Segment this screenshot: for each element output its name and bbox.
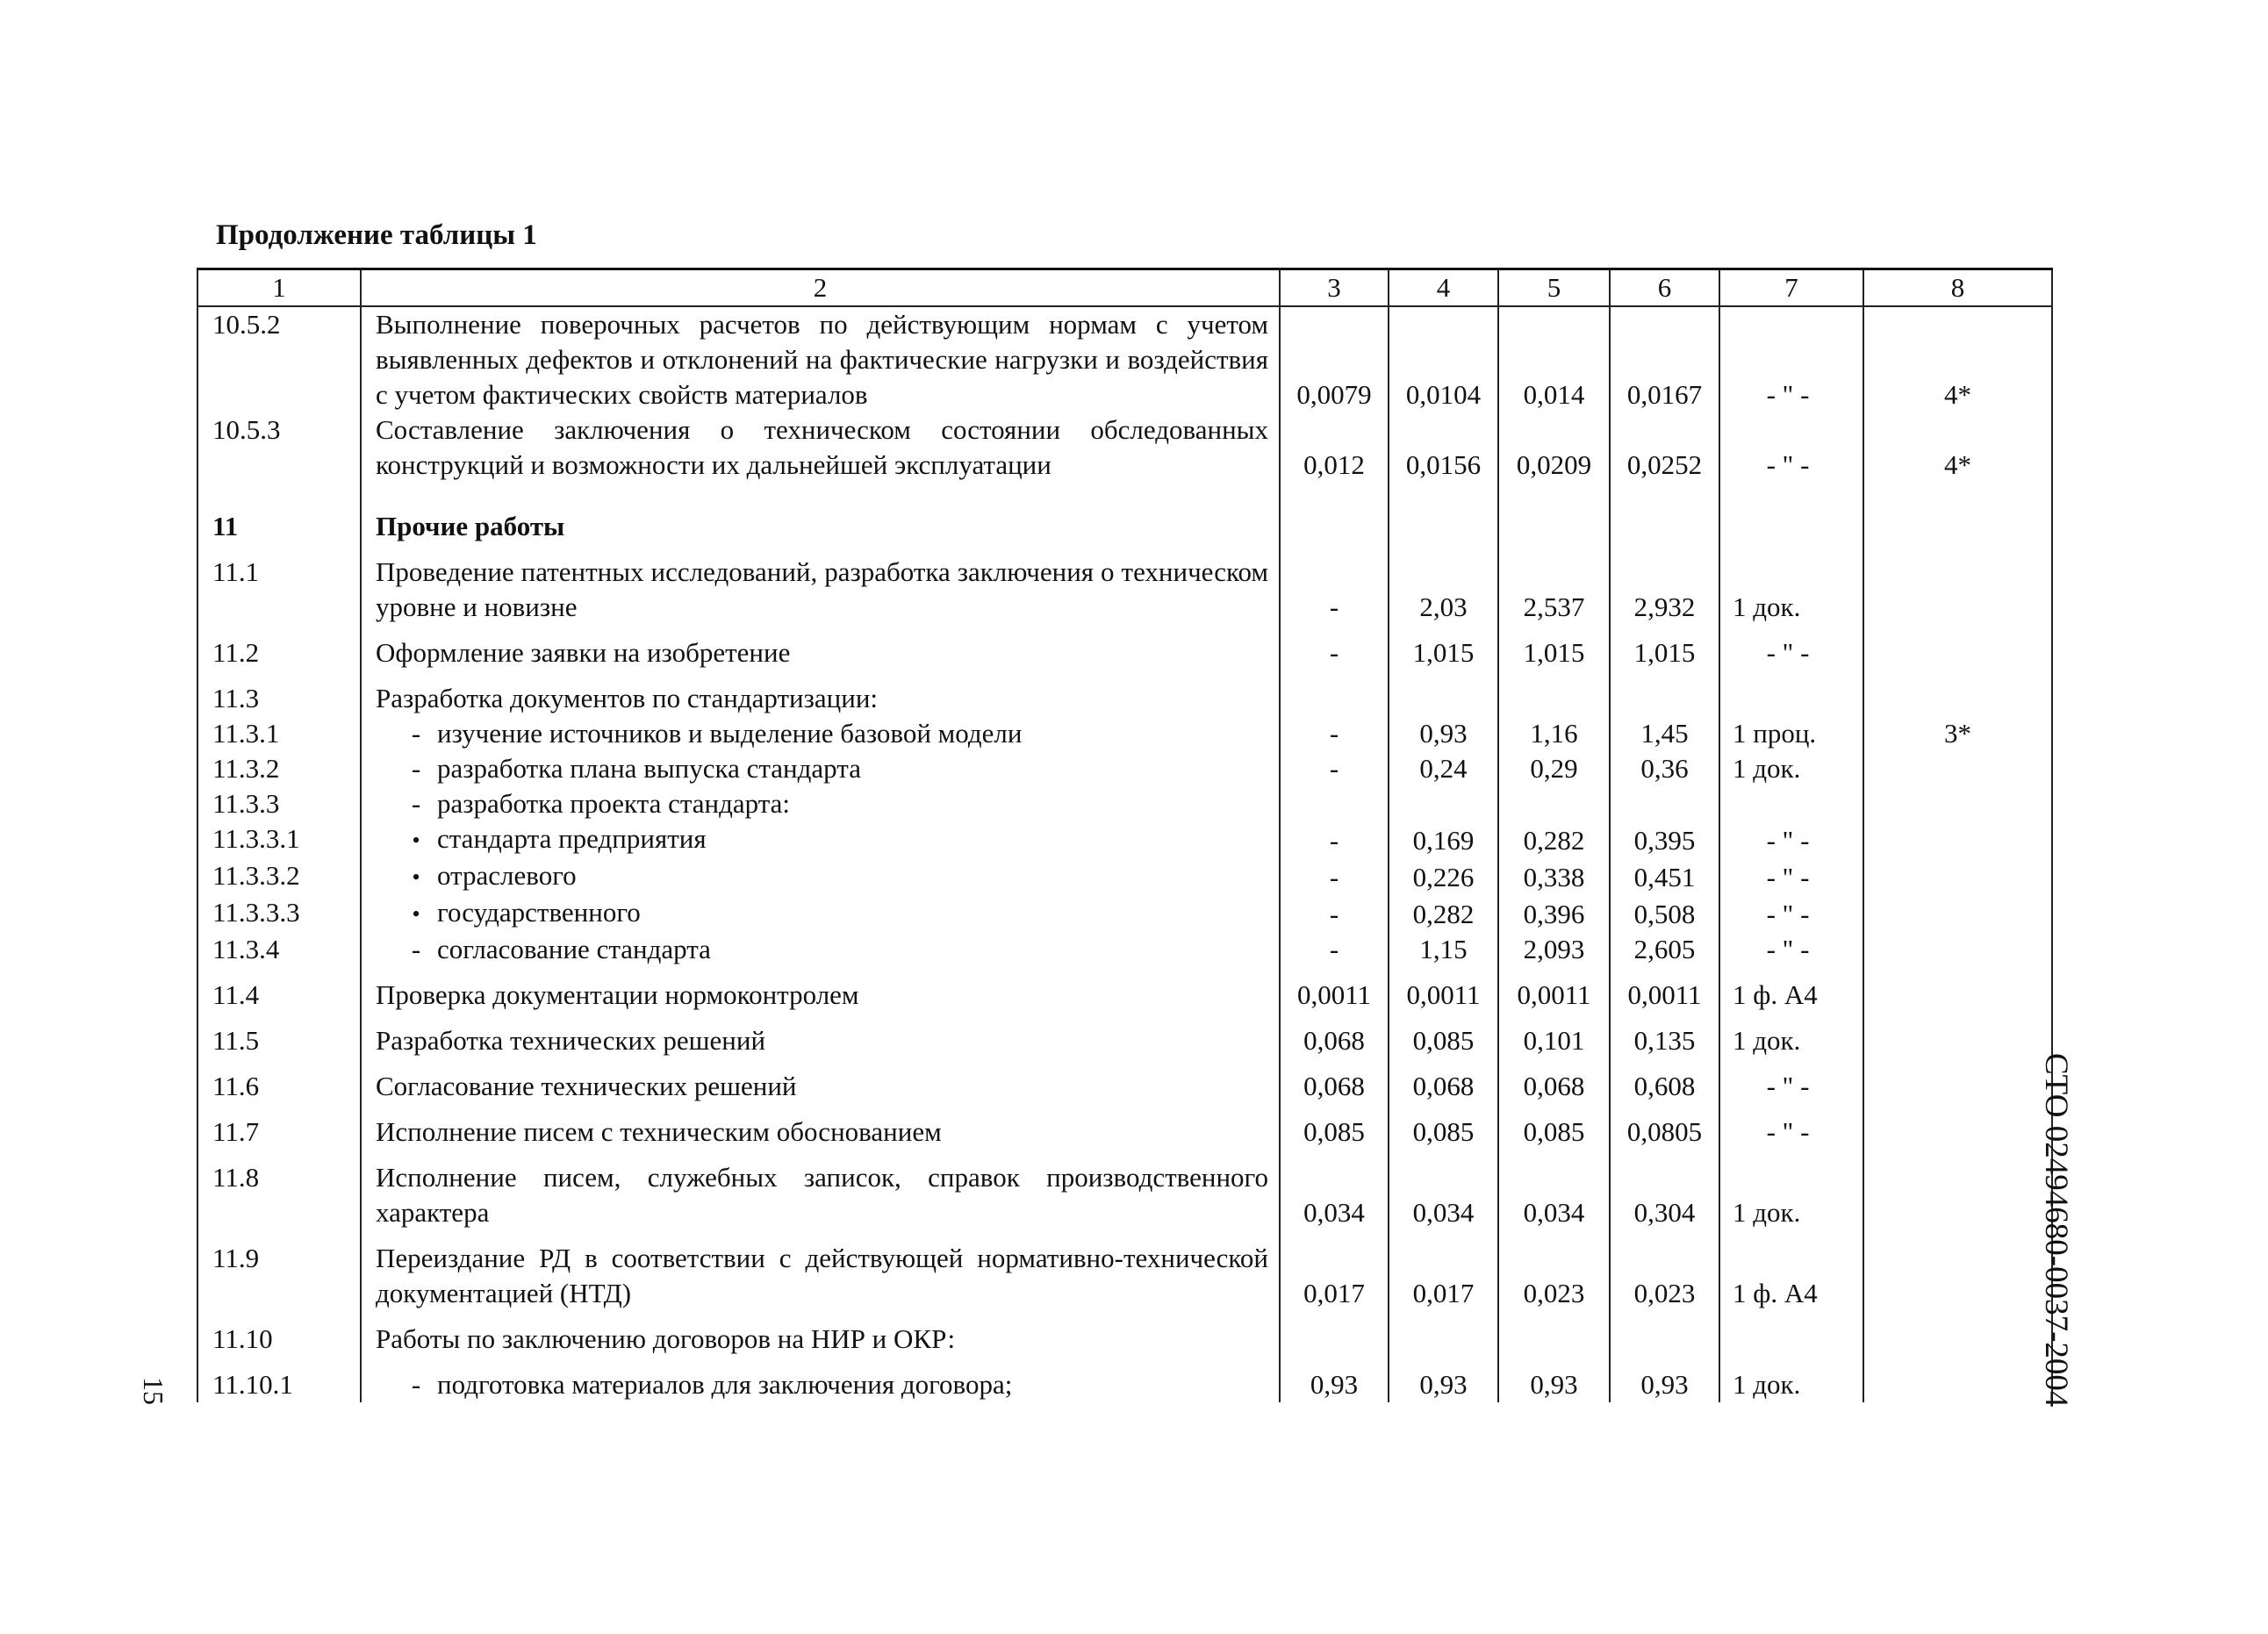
unit-cell: 1 проц. [1719, 716, 1863, 751]
description-text: Проверка документации нормоконтролем [376, 979, 859, 1010]
norm-value-c4: 0,226 [1389, 858, 1498, 895]
unit-cell: - " - [1719, 858, 1863, 895]
norm-value-c6: 0,304 [1610, 1150, 1719, 1230]
norm-value-c3: - [1280, 932, 1389, 967]
unit-cell: - " - [1719, 932, 1863, 967]
dash-marker: - [411, 718, 421, 749]
table-row [197, 786, 2052, 821]
norm-value-c4: 0,068 [1389, 1058, 1498, 1104]
column-header: 1 [197, 269, 361, 307]
column-header: 6 [1610, 269, 1719, 307]
norm-value-c6: 2,932 [1610, 544, 1719, 625]
norm-value-c4 [1389, 670, 1498, 716]
norm-value-c4 [1389, 483, 1498, 544]
norm-value-c4: 0,017 [1389, 1230, 1498, 1311]
norm-value-c3: - [1280, 858, 1389, 895]
note-cell [1863, 858, 2052, 895]
note-cell [1863, 1013, 2052, 1058]
note-cell: 4* [1863, 306, 2052, 412]
unit-cell [1719, 786, 1863, 821]
norm-value-c6 [1610, 1311, 1719, 1357]
norm-value-c3: - [1280, 716, 1389, 751]
description-text: Разработка технических решений [376, 1025, 766, 1056]
norm-value-c3: - [1280, 895, 1389, 932]
note-cell: 3* [1863, 716, 2052, 751]
row-code: 11 [197, 483, 361, 544]
note-cell [1863, 895, 2052, 932]
row-code: 11.1 [197, 544, 361, 625]
row-code: 10.5.3 [197, 412, 361, 483]
norm-value-c5: 2,093 [1498, 932, 1610, 967]
table-row [197, 1150, 2052, 1230]
norm-value-c5 [1498, 1311, 1610, 1357]
norm-value-c4: 1,15 [1389, 932, 1498, 967]
description-text: отраслевого [437, 860, 577, 891]
description-text: изучение источников и выделение базовой модели [437, 718, 1023, 749]
norm-value-c4: 0,0104 [1389, 306, 1498, 412]
note-cell [1863, 1104, 2052, 1150]
unit-cell: - " - [1719, 412, 1863, 483]
norm-value-c5: 0,014 [1498, 306, 1610, 412]
norm-value-c4 [1389, 1311, 1498, 1357]
norm-value-c3 [1280, 786, 1389, 821]
norm-value-c4: 0,0011 [1389, 967, 1498, 1013]
norm-value-c5: 0,282 [1498, 821, 1610, 858]
note-cell [1863, 544, 2052, 625]
dash-marker: - [411, 934, 421, 964]
row-code: 11.6 [197, 1058, 361, 1104]
dash-marker: - [411, 1369, 421, 1400]
table-row [197, 1230, 2052, 1311]
norm-value-c6 [1610, 483, 1719, 544]
page-number: 15 [138, 1377, 169, 1405]
dash-marker: - [411, 788, 421, 819]
table-row [197, 1058, 2052, 1104]
unit-cell: - " - [1719, 1058, 1863, 1104]
norm-value-c6: 0,395 [1610, 821, 1719, 858]
unit-cell: 1 док. [1719, 751, 1863, 786]
description-text: Исполнение писем, служебных записок, справок производственного характера [376, 1162, 1268, 1228]
norm-value-c3: 0,068 [1280, 1058, 1389, 1104]
description-text: подготовка материалов для заключения договора; [437, 1369, 1013, 1400]
norm-value-c5: 0,93 [1498, 1357, 1610, 1402]
note-cell [1863, 1311, 2052, 1357]
table-row [197, 858, 2052, 895]
unit-cell: - " - [1719, 895, 1863, 932]
norm-value-c6: 1,45 [1610, 716, 1719, 751]
description-text: разработка плана выпуска стандарта [437, 753, 861, 784]
row-code: 10.5.2 [197, 306, 361, 412]
norm-value-c5 [1498, 670, 1610, 716]
norm-value-c5: 0,034 [1498, 1150, 1610, 1230]
norm-value-c4: 0,93 [1389, 1357, 1498, 1402]
unit-cell: - " - [1719, 306, 1863, 412]
description-text: Разработка документов по стандартизации: [376, 683, 879, 713]
norm-value-c6: 0,0011 [1610, 967, 1719, 1013]
table-row [197, 412, 2052, 483]
row-description [361, 670, 1280, 716]
note-cell [1863, 932, 2052, 967]
table-body [197, 306, 2052, 1402]
row-code: 11.5 [197, 1013, 361, 1058]
row-description [361, 716, 1280, 751]
note-cell [1863, 1150, 2052, 1230]
row-description [361, 821, 1280, 858]
norm-value-c6: 0,608 [1610, 1058, 1719, 1104]
row-description [361, 1311, 1280, 1357]
table-row [197, 1311, 2052, 1357]
bullet-icon: • [412, 901, 420, 927]
note-cell [1863, 967, 2052, 1013]
norm-value-c5: 1,16 [1498, 716, 1610, 751]
note-cell [1863, 751, 2052, 786]
norm-value-c6 [1610, 670, 1719, 716]
norm-value-c3: 0,0011 [1280, 967, 1389, 1013]
row-code: 11.10 [197, 1311, 361, 1357]
description-text: Прочие работы [376, 511, 565, 541]
table-row [197, 483, 2052, 544]
table-row [197, 1013, 2052, 1058]
norm-value-c5: 2,537 [1498, 544, 1610, 625]
norm-value-c3: 0,0079 [1280, 306, 1389, 412]
row-code: 11.9 [197, 1230, 361, 1311]
column-header: 7 [1719, 269, 1863, 307]
norm-value-c5: 0,338 [1498, 858, 1610, 895]
norm-value-c3 [1280, 670, 1389, 716]
norm-value-c4: 0,282 [1389, 895, 1498, 932]
table-row [197, 821, 2052, 858]
norm-value-c6: 0,36 [1610, 751, 1719, 786]
table-row [197, 895, 2052, 932]
norm-value-c4: 0,169 [1389, 821, 1498, 858]
unit-cell: 1 док. [1719, 1357, 1863, 1402]
norm-value-c6: 0,451 [1610, 858, 1719, 895]
row-code: 11.3.4 [197, 932, 361, 967]
unit-cell: 1 док. [1719, 544, 1863, 625]
norm-value-c5: 0,29 [1498, 751, 1610, 786]
norms-table [197, 268, 2053, 1402]
note-cell [1863, 483, 2052, 544]
norm-value-c4: 1,015 [1389, 625, 1498, 670]
norm-value-c5: 0,068 [1498, 1058, 1610, 1104]
row-description [361, 751, 1280, 786]
table-row [197, 1357, 2052, 1402]
row-description [361, 1104, 1280, 1150]
norm-value-c6: 0,0167 [1610, 306, 1719, 412]
row-description [361, 412, 1280, 483]
norm-value-c5: 1,015 [1498, 625, 1610, 670]
row-description [361, 1058, 1280, 1104]
row-code: 11.3 [197, 670, 361, 716]
norm-value-c4: 0,0156 [1389, 412, 1498, 483]
row-description [361, 786, 1280, 821]
row-code: 11.7 [197, 1104, 361, 1150]
norm-value-c3: 0,068 [1280, 1013, 1389, 1058]
norm-value-c6: 0,0805 [1610, 1104, 1719, 1150]
unit-cell: 1 ф. А4 [1719, 967, 1863, 1013]
row-description [361, 544, 1280, 625]
row-code: 11.10.1 [197, 1357, 361, 1402]
column-header: 2 [361, 269, 1280, 307]
row-description [361, 1013, 1280, 1058]
norm-value-c3: - [1280, 625, 1389, 670]
norm-value-c3: - [1280, 544, 1389, 625]
note-cell [1863, 821, 2052, 858]
row-description [361, 483, 1280, 544]
row-code: 11.4 [197, 967, 361, 1013]
note-cell [1863, 786, 2052, 821]
column-header: 4 [1389, 269, 1498, 307]
bullet-icon: • [412, 864, 420, 890]
row-description [361, 1230, 1280, 1311]
norm-value-c5: 0,085 [1498, 1104, 1610, 1150]
unit-cell: - " - [1719, 1104, 1863, 1150]
table-row [197, 967, 2052, 1013]
table-row [197, 306, 2052, 412]
note-cell: 4* [1863, 412, 2052, 483]
description-text: Выполнение поверочных расчетов по действующим нормам с учетом выявленных дефектов и отклонений на фактические нагрузки и воздействия с учетом фактических свойств материалов [376, 309, 1268, 410]
description-text: стандарта предприятия [437, 823, 707, 854]
unit-cell: 1 ф. А4 [1719, 1230, 1863, 1311]
column-header: 5 [1498, 269, 1610, 307]
column-header: 3 [1280, 269, 1389, 307]
table-row [197, 751, 2052, 786]
norm-value-c5: 0,0209 [1498, 412, 1610, 483]
row-code: 11.3.1 [197, 716, 361, 751]
column-header: 8 [1863, 269, 2052, 307]
norm-value-c3: 0,034 [1280, 1150, 1389, 1230]
row-code: 11.2 [197, 625, 361, 670]
norm-value-c4: 0,93 [1389, 716, 1498, 751]
note-cell [1863, 1357, 2052, 1402]
row-code: 11.8 [197, 1150, 361, 1230]
norm-value-c3: - [1280, 821, 1389, 858]
norm-value-c4: 0,034 [1389, 1150, 1498, 1230]
unit-cell [1719, 1311, 1863, 1357]
norm-value-c6: 0,0252 [1610, 412, 1719, 483]
norm-value-c4: 0,085 [1389, 1104, 1498, 1150]
row-description [361, 858, 1280, 895]
norm-value-c6: 1,015 [1610, 625, 1719, 670]
description-text: согласование стандарта [437, 934, 711, 964]
header-row [197, 269, 2052, 307]
description-text: разработка проекта стандарта: [437, 788, 791, 819]
norm-value-c4: 0,24 [1389, 751, 1498, 786]
description-text: Проведение патентных исследований, разработка заключения о техническом уровне и новизне [376, 556, 1268, 622]
norm-value-c6: 0,508 [1610, 895, 1719, 932]
norm-value-c3 [1280, 1311, 1389, 1357]
norm-value-c3: - [1280, 751, 1389, 786]
description-text: Переиздание РД в соответствии с действующей нормативно-технической документацией (НТД) [376, 1243, 1268, 1308]
row-code: 11.3.3.3 [197, 895, 361, 932]
table-row [197, 1104, 2052, 1150]
unit-cell: - " - [1719, 821, 1863, 858]
norm-value-c5: 0,023 [1498, 1230, 1610, 1311]
row-description [361, 306, 1280, 412]
norm-value-c5: 0,101 [1498, 1013, 1610, 1058]
table-row [197, 625, 2052, 670]
row-code: 11.3.3.2 [197, 858, 361, 895]
unit-cell: 1 док. [1719, 1150, 1863, 1230]
description-text: Работы по заключению договоров на НИР и ОКР: [376, 1323, 956, 1354]
norm-value-c6: 0,93 [1610, 1357, 1719, 1402]
note-cell [1863, 1058, 2052, 1104]
norm-value-c3: 0,017 [1280, 1230, 1389, 1311]
note-cell [1863, 625, 2052, 670]
norm-value-c4: 0,085 [1389, 1013, 1498, 1058]
unit-cell [1719, 670, 1863, 716]
norm-value-c4: 2,03 [1389, 544, 1498, 625]
row-description [361, 1150, 1280, 1230]
table-row [197, 544, 2052, 625]
dash-marker: - [411, 753, 421, 784]
norm-value-c5 [1498, 483, 1610, 544]
norm-value-c6: 0,135 [1610, 1013, 1719, 1058]
row-description [361, 1357, 1280, 1402]
description-text: Исполнение писем с техническим обоснованием [376, 1116, 942, 1147]
description-text: Составление заключения о техническом состоянии обследованных конструкций и возможности их дальнейшей эксплуатации [376, 414, 1268, 480]
norm-value-c3 [1280, 483, 1389, 544]
unit-cell: 1 док. [1719, 1013, 1863, 1058]
norm-value-c6: 2,605 [1610, 932, 1719, 967]
norm-value-c3: 0,93 [1280, 1357, 1389, 1402]
unit-cell [1719, 483, 1863, 544]
table-row [197, 670, 2052, 716]
norm-value-c6 [1610, 786, 1719, 821]
row-code: 11.3.3 [197, 786, 361, 821]
table-caption: Продолжение таблицы 1 [216, 219, 537, 251]
norm-value-c5: 0,396 [1498, 895, 1610, 932]
row-description [361, 967, 1280, 1013]
unit-cell: - " - [1719, 625, 1863, 670]
row-description [361, 895, 1280, 932]
row-description [361, 625, 1280, 670]
bullet-icon: • [412, 828, 420, 853]
table-row [197, 716, 2052, 751]
norm-value-c5: 0,0011 [1498, 967, 1610, 1013]
norm-value-c4 [1389, 786, 1498, 821]
note-cell [1863, 670, 2052, 716]
norm-value-c6: 0,023 [1610, 1230, 1719, 1311]
description-text: Согласование технических решений [376, 1071, 797, 1101]
note-cell [1863, 1230, 2052, 1311]
norm-value-c5 [1498, 786, 1610, 821]
norm-value-c3: 0,012 [1280, 412, 1389, 483]
row-code: 11.3.2 [197, 751, 361, 786]
row-description [361, 932, 1280, 967]
table-row [197, 932, 2052, 967]
description-text: Оформление заявки на изобретение [376, 637, 791, 668]
document-code: СТО 02494680-0037-2004 [2038, 1053, 2074, 1408]
norm-value-c3: 0,085 [1280, 1104, 1389, 1150]
row-code: 11.3.3.1 [197, 821, 361, 858]
description-text: государственного [437, 897, 641, 928]
